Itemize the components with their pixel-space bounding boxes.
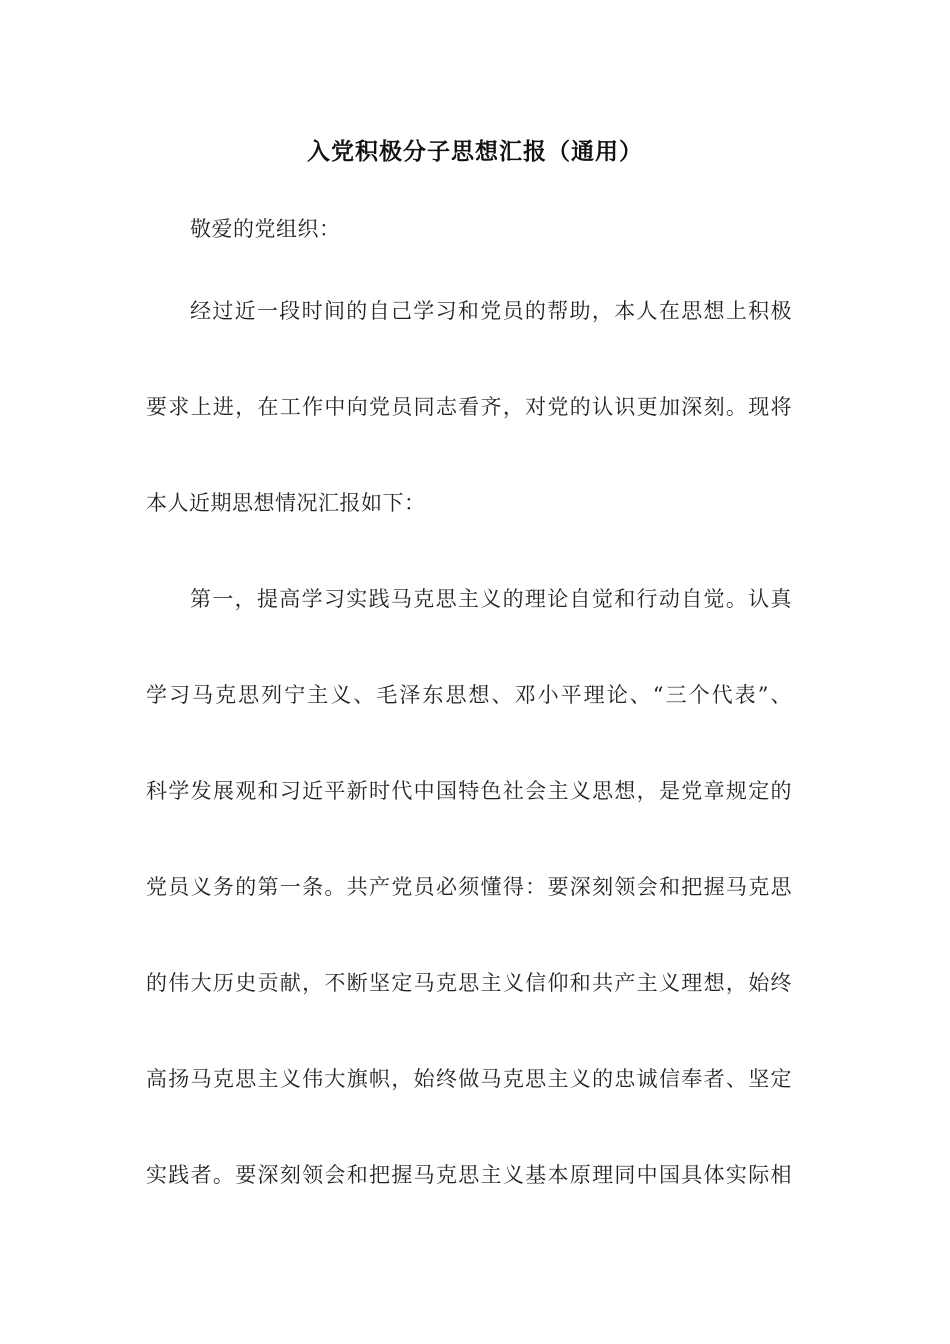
paragraph-2 (146, 583, 792, 1255)
document-title: 入党积极分子思想汇报（通用） (307, 138, 643, 165)
paragraph-line: 要求上进，在工作中向党员同志看齐，对党的认识更加深刻。现将 (146, 395, 792, 419)
paragraph-line: 党员义务的第一条。共产党员必须懂得：要深刻领会和把握马克思 (146, 875, 792, 899)
paragraph-line: 实践者。要深刻领会和把握马克思主义基本原理同中国具体实际相 (146, 1163, 792, 1187)
paragraph-line: 科学发展观和习近平新时代中国特色社会主义思想，是党章规定的 (146, 779, 792, 803)
paragraph-line: 的伟大历史贡献，不断坚定马克思主义信仰和共产主义理想，始终 (146, 971, 792, 995)
paragraph-line: 本人近期思想情况汇报如下： (146, 491, 426, 515)
salutation: 敬爱的党组织： (190, 217, 341, 241)
paragraph-line: 高扬马克思主义伟大旗帜，始终做马克思主义的忠诚信奉者、坚定 (146, 1067, 792, 1091)
paragraph-line: 学习马克思列宁主义、毛泽东思想、邓小平理论、“三个代表”、 (146, 683, 792, 707)
paragraph-line: 第一，提高学习实践马克思主义的理论自觉和行动自觉。认真 (190, 587, 792, 611)
paragraph-line: 经过近一段时间的自己学习和党员的帮助，本人在思想上积极 (190, 299, 792, 323)
document-body (146, 213, 792, 1255)
paragraph-1 (146, 295, 792, 583)
